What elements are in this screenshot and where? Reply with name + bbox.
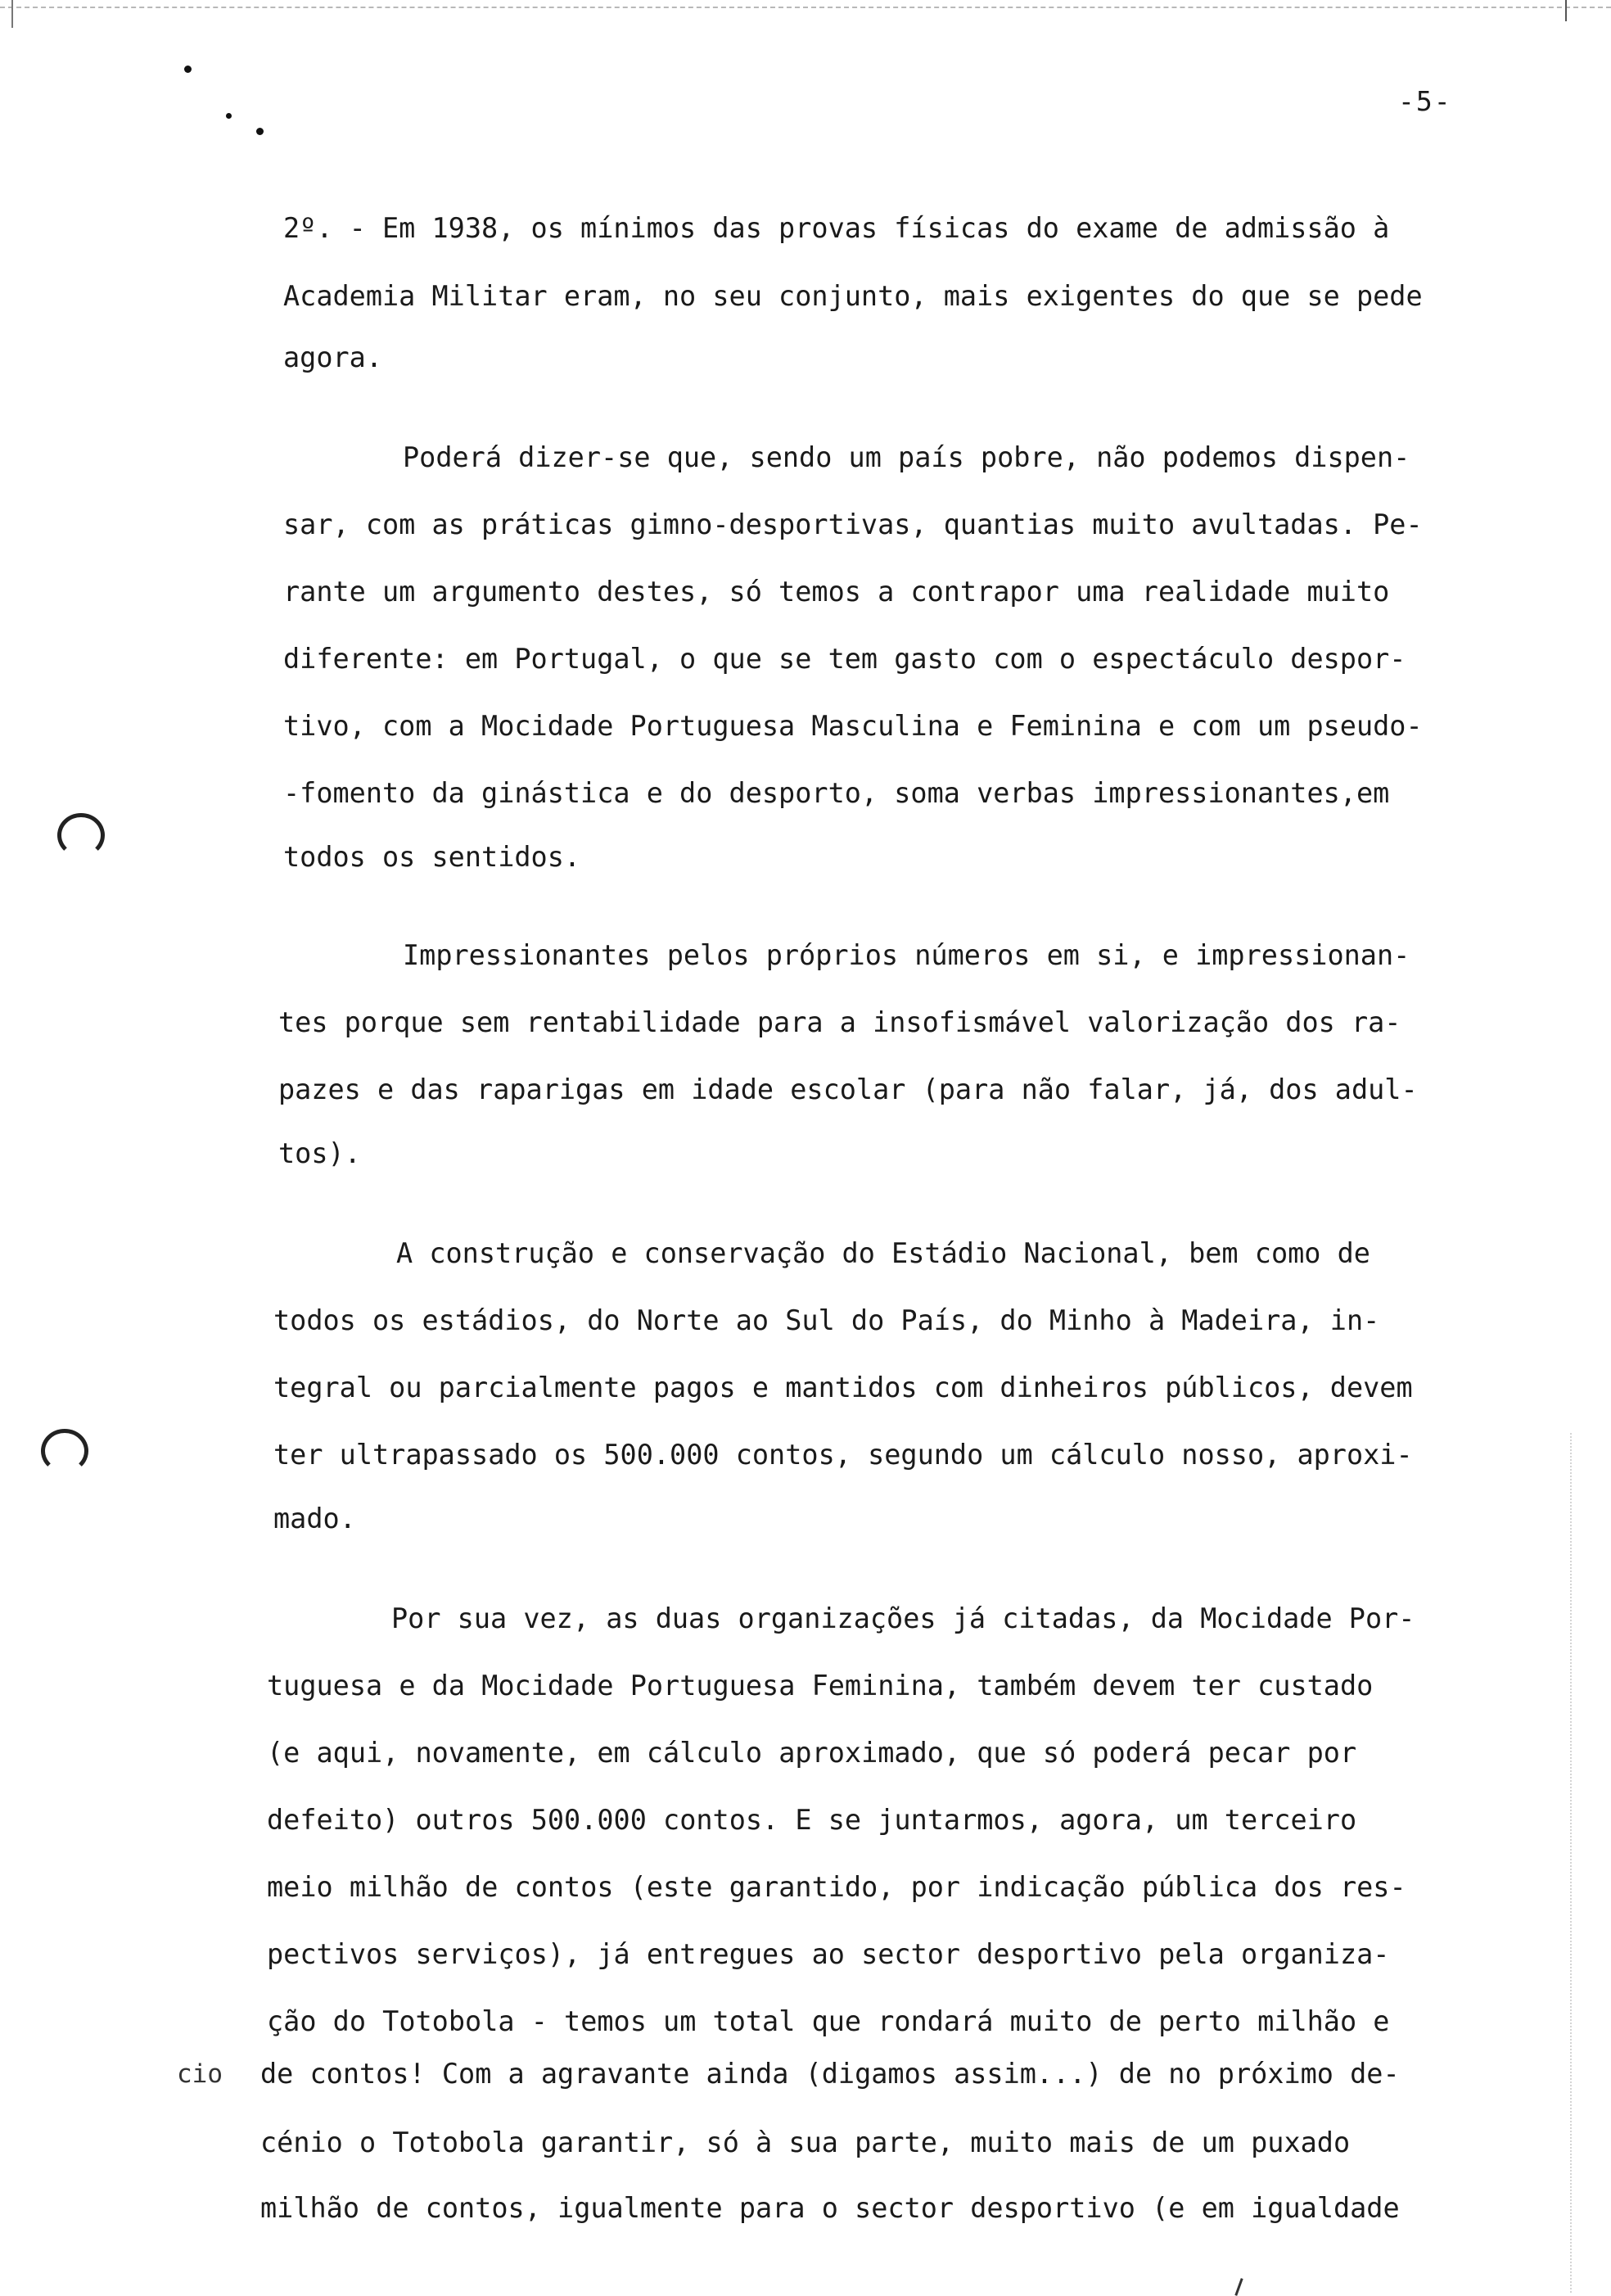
text-line: (e aqui, novamente, em cálculo aproximado, que só poderá pecar por xyxy=(267,1737,1357,1769)
text-line: milhão de contos, igualmente para o sector desportivo (e em igualdade xyxy=(260,2192,1400,2224)
text-line: de contos! Com a agravante ainda (digamos assim...) de no próximo de- xyxy=(260,2058,1400,2090)
text-line: sar, com as práticas gimno-desportivas, quantias muito avultadas. Pe- xyxy=(283,508,1423,540)
text-line: pectivos serviços), já entregues ao sector desportivo pela organiza- xyxy=(267,1938,1390,1970)
text-line: todos os estádios, do Norte ao Sul do País, do Minho à Madeira, in- xyxy=(273,1304,1380,1336)
text-line: tivo, com a Mocidade Portuguesa Masculina e Feminina e com um pseudo- xyxy=(283,710,1423,742)
margin-note: cio xyxy=(177,2059,223,2089)
text-line: defeito) outros 500.000 contos. E se juntarmos, agora, um terceiro xyxy=(267,1804,1357,1836)
ink-dot xyxy=(256,128,264,135)
text-line: 2º. - Em 1938, os mínimos das provas físicas do exame de admissão à xyxy=(283,212,1390,244)
text-line: Poderá dizer-se que, sendo um país pobre, não podemos dispen- xyxy=(403,441,1410,473)
text-line: Academia Militar eram, no seu conjunto, mais exigentes do que se pede xyxy=(283,280,1423,312)
text-line: cénio o Totobola garantir, só à sua parte, muito mais de um puxado xyxy=(260,2127,1351,2158)
scan-top-edge xyxy=(0,7,1611,8)
text-line: agora. xyxy=(283,341,383,373)
text-line: tes porque sem rentabilidade para a insofismável valorização dos ra- xyxy=(278,1006,1401,1038)
text-line: rante um argumento destes, só temos a contrapor uma realidade muito xyxy=(283,576,1390,608)
text-line: Por sua vez, as duas organizações já citadas, da Mocidade Por- xyxy=(391,1602,1415,1634)
text-line: todos os sentidos. xyxy=(283,841,581,873)
pen-mark xyxy=(1234,2278,1243,2296)
text-line: diferente: em Portugal, o que se tem gasto com o espectáculo despor- xyxy=(283,643,1406,675)
scan-left-mark xyxy=(11,0,13,28)
text-line: ter ultrapassado os 500.000 contos, segundo um cálculo nosso, aproxi- xyxy=(273,1439,1413,1471)
punch-hole xyxy=(41,1429,88,1473)
text-line: -fomento da ginástica e do desporto, soma verbas impressionantes,em xyxy=(283,777,1390,809)
text-line: A construção e conservação do Estádio Nacional, bem como de xyxy=(396,1237,1370,1269)
text-line: ção do Totobola - temos um total que rondará muito de perto milhão e xyxy=(267,2005,1390,2037)
text-line: Impressionantes pelos próprios números em si, e impressionan- xyxy=(403,939,1410,971)
text-line: pazes e das raparigas em idade escolar (para não falar, já, dos adul- xyxy=(278,1073,1418,1105)
text-line: tuguesa e da Mocidade Portuguesa Feminina, também devem ter custado xyxy=(267,1670,1374,1702)
scan-margin-edge xyxy=(1570,1433,1573,2293)
page-number: -5- xyxy=(1398,85,1452,117)
scan-right-mark xyxy=(1565,0,1567,21)
text-line: meio milhão de contos (este garantido, por indicação pública dos res- xyxy=(267,1871,1406,1903)
ink-dot xyxy=(226,113,232,119)
text-line: tos). xyxy=(278,1137,361,1169)
text-line: tegral ou parcialmente pagos e mantidos com dinheiros públicos, devem xyxy=(273,1372,1413,1403)
punch-hole xyxy=(57,813,105,857)
text-line: mado. xyxy=(273,1503,356,1534)
ink-dot xyxy=(184,66,192,73)
